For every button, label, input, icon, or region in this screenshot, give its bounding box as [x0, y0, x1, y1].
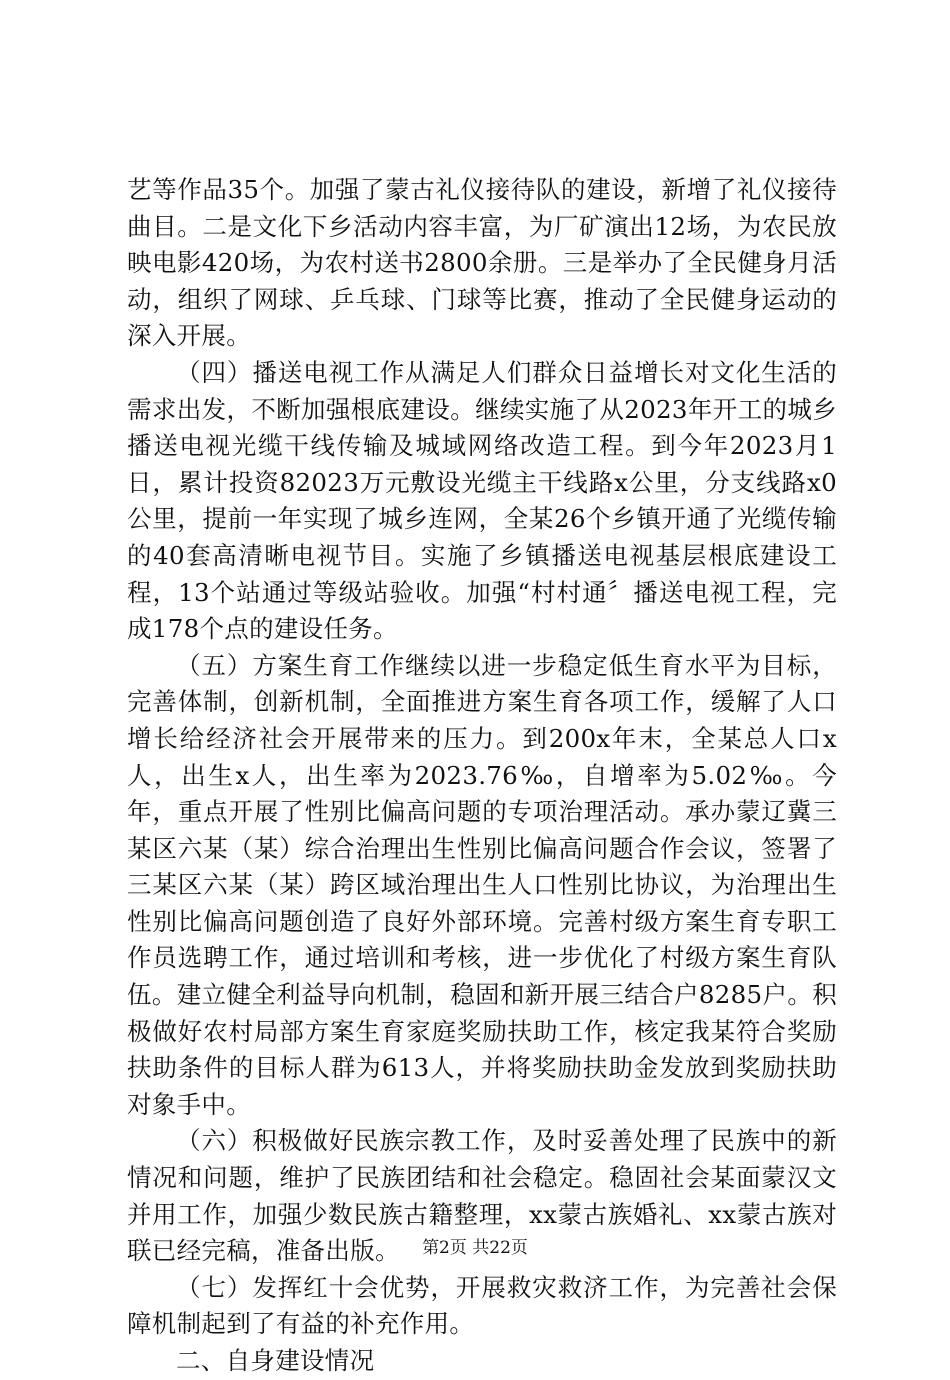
document-body	[127, 172, 837, 1380]
paragraph-red-cross: （七）发挥红十会优势，开展救灾救济工作，为完善社会保障机制起到了有益的补充作用。	[127, 1272, 837, 1339]
page-total: 共22页	[472, 1238, 528, 1258]
page-number: 第2页	[422, 1238, 467, 1258]
paragraph-broadcast-tv: （四）播送电视工作从满足人们群众日益增长对文化生活的需求出发，不断加强根底建设。继续实施了从2023年开工的城乡播送电视光缆干线传输及城域网络改造工程。到今年2023月1日，累计投资82023万元敷设光缆主干线路x公里，分支线路x0公里，提前一年实现了城乡连网，全某26个乡镇开通了光缆传输的40套高清晰电视节目。实施了乡镇播送电视基层根底建设工程，13个站通过等级站验收。加强“村村通〞播送电视工程，完成178个点的建设任务。	[127, 357, 837, 644]
paragraph-ethnic-religion: （六）积极做好民族宗教工作，及时妥善处理了民族中的新情况和问题，维护了民族团结和社会稳定。稳固社会某面蒙汉文并用工作，加强少数民族古籍整理，xx蒙古族婚礼、xx蒙古族对联已经完稿，准备出版。	[127, 1126, 837, 1266]
paragraph-family-planning: （五）方案生育工作继续以进一步稳定低生育水平为目标，完善体制，创新机制，全面推进方案生育各项工作，缓解了人口增长给经济社会开展带来的压力。到200x年末，全某总人口x人，出生x人，出生率为2023.76‰，自增率为5.02‰。今年，重点开展了性别比偏高问题的专项治理活动。承办蒙辽冀三某区六某（某）综合治理出生性别比偏高问题合作会议，签署了三某区六某（某）跨区域治理出生人口性别比协议，为治理出生性别比偏高问题创造了良好外部环境。完善村级方案生育专职工作员选聘工作，通过培训和考核，进一步优化了村级方案生育队伍。建立健全利益导向机制，稳固和新开展三结合户8285户。积极做好农村局部方案生育家庭奖励扶助工作，核定我某符合奖励扶助条件的目标人群为613人，并将奖励扶助金发放到奖励扶助对象手中。	[127, 650, 837, 1119]
section-heading-self-building: 二、自身建设情况	[176, 1346, 375, 1375]
page-footer	[0, 1238, 950, 1258]
paragraph-continuation: 艺等作品35个。加强了蒙古礼仪接待队的建设，新增了礼仪接待曲目。二是文化下乡活动内容丰富，为厂矿演出12场，为农民放映电影420场，为农村送书2800余册。三是举办了全民健身月活动，组织了网球、乒乓球、门球等比赛，推动了全民健身运动的深入开展。	[127, 175, 837, 351]
